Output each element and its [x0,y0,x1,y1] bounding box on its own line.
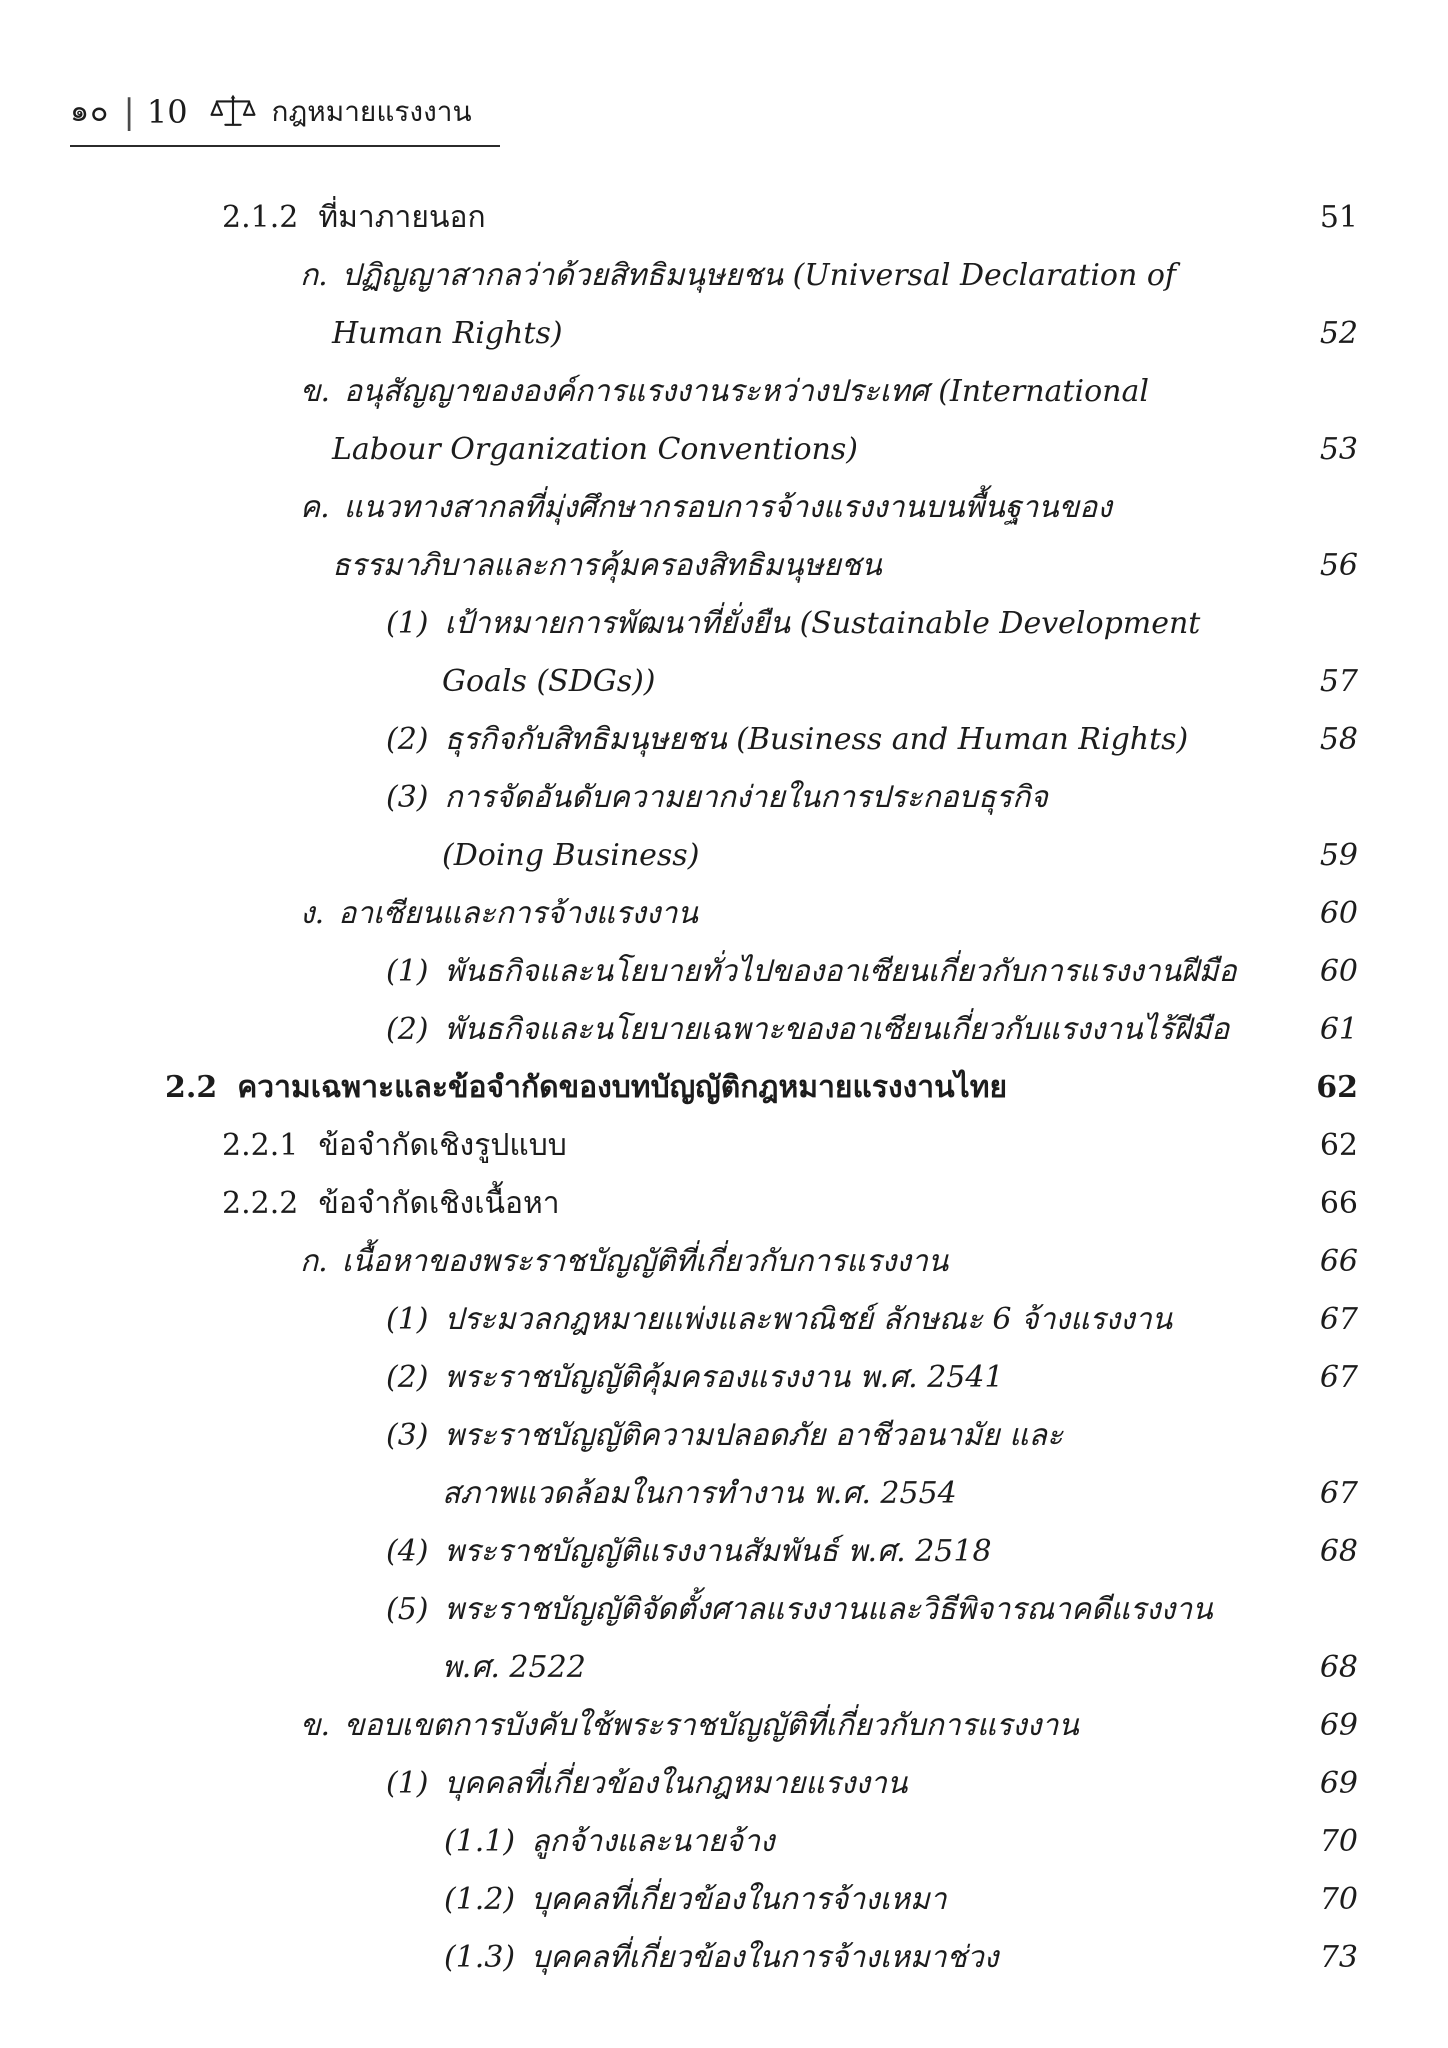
toc-row-text: สภาพแวดล้อมในการทำงาน พ.ศ. 2554 [442,1476,957,1511]
toc-row-text: Labour Organization Conventions) [332,432,858,467]
toc-row [70,827,1358,885]
book-title: กฎหมายแรงงาน [271,94,472,128]
toc-row-page: 69 [1319,1766,1358,1801]
toc-row-marker: 2.2.1 [222,1128,299,1163]
toc-row-page: 57 [1319,664,1358,699]
toc-row-marker: ข. [300,374,331,409]
toc-row-page: 56 [1319,548,1358,583]
toc-row-marker: 2.2.2 [222,1186,299,1221]
toc-row [70,537,1358,595]
toc-row [70,1233,1358,1291]
toc-row-text: ธรรมาภิบาลและการคุ้มครองสิทธิมนุษยชน [332,548,882,583]
toc-row-text: พระราชบัญญัติความปลอดภัย อาชีวอนามัย และ [444,1418,1063,1453]
toc-row-marker: 2.2 [165,1070,218,1105]
toc-row-marker: (4) [386,1534,429,1569]
toc-row [70,653,1358,711]
toc-row-page: 58 [1319,722,1358,757]
toc-row [70,1349,1358,1407]
toc-row [70,1059,1358,1117]
toc-row [70,885,1358,943]
toc-row [70,711,1358,769]
toc-row [70,1581,1358,1639]
toc-row-marker: (1) [386,1766,429,1801]
toc-row-text: ข้อจำกัดเชิงเนื้อหา [318,1186,560,1221]
toc-row-marker: (1) [386,954,429,989]
toc-row [70,1871,1358,1929]
toc-row-page: 66 [1319,1244,1358,1279]
toc-row-text: ความเฉพาะและข้อจำกัดของบทบัญญัติกฎหมายแรงงานไทย [237,1070,1008,1105]
toc-row-page: 67 [1319,1302,1358,1337]
toc-row [70,247,1358,305]
toc-row [70,479,1358,537]
page-number-arabic: 10 [146,92,188,131]
toc-row [70,769,1358,827]
toc-row-text: พระราชบัญญัติแรงงานสัมพันธ์ พ.ศ. 2518 [444,1534,992,1569]
toc-row-page: 70 [1319,1882,1358,1917]
toc-row-text: Goals (SDGs)) [442,664,656,699]
toc-row-text: ข้อจำกัดเชิงรูปแบบ [318,1128,567,1163]
toc-row-page: 53 [1319,432,1358,467]
toc-row-marker: (2) [386,722,429,757]
toc-row-page: 60 [1319,954,1358,989]
toc-row-page: 68 [1319,1534,1358,1569]
toc-row-text: ปฏิญญาสากลว่าด้วยสิทธิมนุษยชน (Universal Declaration of [341,258,1177,293]
toc-row-page: 70 [1319,1824,1358,1859]
toc-row [70,421,1358,479]
toc-row-text: พันธกิจและนโยบายทั่วไปของอาเซียนเกี่ยวกับการแรงงานฝีมือ [444,954,1237,989]
running-header [70,88,500,147]
toc-row-text: อนุสัญญาขององค์การแรงงานระหว่างประเทศ (International [344,374,1149,409]
toc-row-page: 60 [1319,896,1358,931]
toc-row-page: 68 [1319,1650,1358,1685]
toc-row-text: ที่มาภายนอก [318,200,486,235]
toc-row-text: ขอบเขตการบังคับใช้พระราชบัญญัติที่เกี่ยวกับการแรงงาน [344,1708,1079,1743]
toc-row-page: 62 [1319,1128,1358,1163]
toc-row [70,1175,1358,1233]
toc-row [70,943,1358,1001]
toc-row [70,1291,1358,1349]
toc-row [70,1407,1358,1465]
toc-row-page: 67 [1319,1360,1358,1395]
toc-row-marker: (1.3) [444,1940,516,1975]
toc-row-marker: ง. [300,896,325,931]
toc-row-text: พันธกิจและนโยบายเฉพาะของอาเซียนเกี่ยวกับแรงงานไร้ฝีมือ [444,1012,1230,1047]
toc-row-page: 52 [1319,316,1358,351]
toc-row-marker: (3) [386,1418,429,1453]
toc-row-page: 62 [1316,1070,1358,1105]
toc-row [70,1929,1358,1987]
toc-row-page: 73 [1319,1940,1358,1975]
toc-row-text: เนื้อหาของพระราชบัญญัติที่เกี่ยวกับการแรงงาน [341,1244,949,1279]
toc-row [70,1755,1358,1813]
toc-row-page: 69 [1319,1708,1358,1743]
toc-row-text: Human Rights) [332,316,563,351]
toc-row [70,1639,1358,1697]
toc-row-marker: ข. [300,1708,331,1743]
toc-row-marker: (1.1) [444,1824,516,1859]
toc-row-marker: ก. [300,1244,328,1279]
toc-row-page: 61 [1319,1012,1358,1047]
toc-row-text: เป้าหมายการพัฒนาที่ยั่งยืน (Sustainable Development [444,606,1201,641]
toc-row-marker: (1.2) [444,1882,516,1917]
page-number-separator: | [123,91,135,132]
page-number-thai: ๑๐ [70,94,110,129]
toc-row [70,1523,1358,1581]
toc-row-marker: (5) [386,1592,429,1627]
toc-row-text: บุคคลที่เกี่ยวข้องในการจ้างเหมา [531,1882,947,1917]
toc-row-marker: (3) [386,780,429,815]
toc-row-text: แนวทางสากลที่มุ่งศึกษากรอบการจ้างแรงงานบนพื้นฐานของ [343,490,1112,525]
toc-row-page: 59 [1319,838,1358,873]
toc-row-marker: ก. [300,258,328,293]
toc-row [70,595,1358,653]
toc [70,189,1358,1987]
toc-row [70,1117,1358,1175]
toc-row-text: พ.ศ. 2522 [442,1650,586,1685]
toc-row-marker: (1) [386,1302,429,1337]
toc-row [70,1697,1358,1755]
toc-row-marker: 2.1.2 [222,200,299,235]
scales-of-justice-icon [210,89,256,135]
toc-row-text: อาเซียนและการจ้างแรงงาน [338,896,698,931]
toc-row-text: พระราชบัญญัติจัดตั้งศาลแรงงานและวิธีพิจารณาคดีแรงงาน [444,1592,1213,1627]
toc-row-text: พระราชบัญญัติคุ้มครองแรงงาน พ.ศ. 2541 [444,1360,1004,1395]
toc-row-marker: ค. [300,490,330,525]
toc-row [70,1001,1358,1059]
toc-row-page: 67 [1319,1476,1358,1511]
toc-row [70,305,1358,363]
toc-row [70,1465,1358,1523]
toc-row-marker: (1) [386,606,429,641]
toc-row-text: (Doing Business) [442,838,700,873]
toc-row-text: บุคคลที่เกี่ยวข้องในการจ้างเหมาช่วง [531,1940,999,1975]
toc-row-page: 66 [1319,1186,1358,1221]
toc-row [70,1813,1358,1871]
toc-row-text: ธุรกิจกับสิทธิมนุษยชน (Business and Human Rights) [444,722,1189,757]
toc-row-text: ลูกจ้างและนายจ้าง [531,1824,775,1859]
toc-row-text: การจัดอันดับความยากง่ายในการประกอบธุรกิจ [444,780,1048,815]
toc-row-text: บุคคลที่เกี่ยวข้องในกฎหมายแรงงาน [444,1766,908,1801]
toc-row-marker: (2) [386,1012,429,1047]
toc-row-text: ประมวลกฎหมายแพ่งและพาณิชย์ ลักษณะ 6 จ้างแรงงาน [444,1302,1173,1337]
toc-row [70,189,1358,247]
toc-row-page: 51 [1319,200,1358,235]
toc-row-marker: (2) [386,1360,429,1395]
toc-row [70,363,1358,421]
